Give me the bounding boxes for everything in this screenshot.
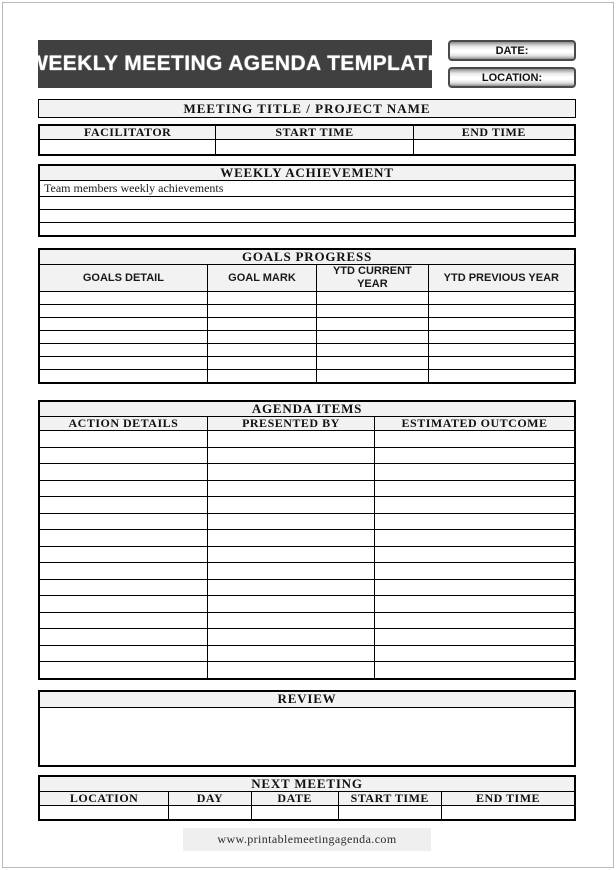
table-row [39,563,575,580]
table-row [39,370,575,384]
empty-cell[interactable] [207,480,374,497]
empty-cell[interactable] [207,447,374,464]
site-footer [183,828,431,851]
section-title-row [39,249,575,265]
empty-cell[interactable] [375,513,575,530]
table-row [39,480,575,497]
next-meeting-title: NEXT MEETING [39,776,575,792]
empty-cell[interactable] [39,210,575,223]
date-location-boxes [448,40,576,88]
empty-cell[interactable] [207,370,316,384]
empty-cell[interactable] [428,370,575,384]
next-meeting-header-row [39,791,575,805]
empty-cell[interactable] [39,305,207,318]
empty-cell[interactable] [317,344,428,357]
empty-cell[interactable] [413,140,575,156]
empty-cell[interactable] [375,497,575,514]
empty-cell[interactable] [317,331,428,344]
empty-cell[interactable] [207,513,374,530]
location-header: LOCATION [39,791,169,805]
empty-cell[interactable] [39,612,207,629]
empty-cell[interactable] [207,629,374,646]
empty-cell[interactable] [39,513,207,530]
empty-cell[interactable] [39,447,207,464]
table-row [39,629,575,646]
empty-cell[interactable] [207,645,374,662]
agenda-items-table [38,400,576,680]
weekly-achievement-table [38,164,576,237]
empty-cell[interactable] [39,645,207,662]
meeting-title-bar: MEETING TITLE / PROJECT NAME [38,99,576,118]
empty-cell[interactable] [39,596,207,613]
table-row [39,318,575,331]
empty-cell[interactable] [207,331,316,344]
table-row [39,140,575,156]
empty-cell[interactable] [442,805,576,820]
empty-cell[interactable] [207,612,374,629]
empty-cell[interactable] [207,357,316,370]
agenda-items-title: AGENDA ITEMS [39,401,575,417]
empty-cell[interactable] [207,497,374,514]
empty-cell[interactable] [39,344,207,357]
empty-cell[interactable] [375,662,575,679]
goals-progress-table [38,248,576,384]
top-header [28,40,576,88]
presented-by-header: PRESENTED BY [207,417,374,431]
end-time-header: END TIME [413,125,575,140]
empty-cell[interactable] [375,530,575,547]
table-row [39,447,575,464]
empty-cell[interactable] [207,318,316,331]
empty-cell[interactable] [39,370,207,384]
facilitator-header-row [39,125,575,140]
empty-cell[interactable] [375,596,575,613]
facilitator-table [38,124,576,156]
table-row [39,596,575,613]
table-row [39,223,575,237]
empty-cell[interactable] [207,305,316,318]
weekly-achievement-title: WEEKLY ACHIEVEMENT [39,165,575,181]
location-label: LOCATION: [481,71,543,84]
ytd-current-year-header: YTD CURRENT YEAR [317,265,428,292]
table-row [39,662,575,679]
table-row [39,197,575,210]
table-row [39,497,575,514]
empty-cell[interactable] [428,344,575,357]
empty-cell[interactable] [375,645,575,662]
empty-cell[interactable] [39,662,207,679]
title-banner [28,40,442,88]
date-header: DATE [251,791,338,805]
empty-cell[interactable] [375,447,575,464]
empty-cell[interactable] [375,480,575,497]
empty-cell[interactable] [169,805,252,820]
page-title: WEEKLY MEETING AGENDA TEMPLATE [28,52,442,75]
table-row [39,612,575,629]
empty-cell[interactable] [207,596,374,613]
empty-cell[interactable] [207,530,374,547]
empty-cell[interactable] [251,805,338,820]
table-row [39,344,575,357]
section-title-row [39,165,575,181]
empty-cell[interactable] [39,546,207,563]
table-row [39,357,575,370]
empty-cell[interactable] [39,431,207,448]
estimated-outcome-header: ESTIMATED OUTCOME [375,417,575,431]
table-row [39,331,575,344]
start-time-header: START TIME [338,791,441,805]
day-header: DAY [169,791,252,805]
empty-cell[interactable] [207,662,374,679]
empty-cell[interactable] [317,370,428,384]
empty-cell[interactable] [39,331,207,344]
empty-cell[interactable] [39,223,575,237]
section-title-row [39,776,575,792]
review-section [38,690,576,767]
empty-cell[interactable] [428,331,575,344]
next-meeting-table [38,775,576,821]
empty-cell[interactable] [39,357,207,370]
location-field[interactable] [448,67,576,88]
document-page [28,40,576,851]
table-row [39,805,575,820]
empty-cell[interactable] [375,563,575,580]
goals-header-row [39,265,575,292]
table-row [39,305,575,318]
empty-cell[interactable] [338,805,441,820]
end-time-header: END TIME [442,791,576,805]
empty-cell[interactable] [39,530,207,547]
table-row [39,546,575,563]
empty-cell[interactable] [375,629,575,646]
goal-mark-header: GOAL MARK [207,265,316,292]
empty-cell[interactable] [39,497,207,514]
empty-cell[interactable] [207,464,374,481]
empty-cell[interactable] [428,292,575,305]
review-notes-area[interactable] [38,707,576,767]
empty-cell[interactable] [39,563,207,580]
start-time-header: START TIME [216,125,413,140]
empty-cell[interactable] [39,464,207,481]
empty-cell[interactable] [207,431,374,448]
footer-url: www.printablemeetingagenda.com [217,831,397,846]
review-title: REVIEW [38,690,576,707]
table-row [39,431,575,448]
empty-cell[interactable] [39,292,207,305]
empty-cell[interactable] [207,546,374,563]
empty-cell[interactable] [207,292,316,305]
agenda-header-row [39,417,575,431]
empty-cell[interactable] [317,292,428,305]
table-row [39,292,575,305]
goals-progress-title: GOALS PROGRESS [39,249,575,265]
table-row [39,513,575,530]
empty-cell[interactable] [216,140,413,156]
date-field[interactable] [448,40,576,61]
empty-cell[interactable] [428,318,575,331]
table-row [39,210,575,223]
empty-cell[interactable] [428,305,575,318]
empty-cell[interactable] [39,140,216,156]
achievement-note-cell[interactable]: Team members weekly achievements [39,181,575,197]
empty-cell[interactable] [428,357,575,370]
table-row [39,181,575,197]
facilitator-header: FACILITATOR [39,125,216,140]
ytd-previous-year-header: YTD PREVIOUS YEAR [428,265,575,292]
empty-cell[interactable] [39,318,207,331]
table-row [39,464,575,481]
empty-cell[interactable] [39,579,207,596]
table-row [39,645,575,662]
empty-cell[interactable] [375,546,575,563]
empty-cell[interactable] [375,579,575,596]
empty-cell[interactable] [39,480,207,497]
empty-cell[interactable] [39,629,207,646]
goals-detail-header: GOALS DETAIL [39,265,207,292]
empty-cell[interactable] [39,805,169,820]
table-row [39,579,575,596]
empty-cell[interactable] [317,357,428,370]
table-row [39,530,575,547]
empty-cell[interactable] [317,305,428,318]
empty-cell[interactable] [375,431,575,448]
empty-cell[interactable] [375,612,575,629]
empty-cell[interactable] [207,579,374,596]
empty-cell[interactable] [317,318,428,331]
empty-cell[interactable] [207,563,374,580]
empty-cell[interactable] [207,344,316,357]
empty-cell[interactable] [39,197,575,210]
empty-cell[interactable] [375,464,575,481]
action-details-header: ACTION DETAILS [39,417,207,431]
date-label: DATE: [495,44,529,57]
section-title-row [39,401,575,417]
